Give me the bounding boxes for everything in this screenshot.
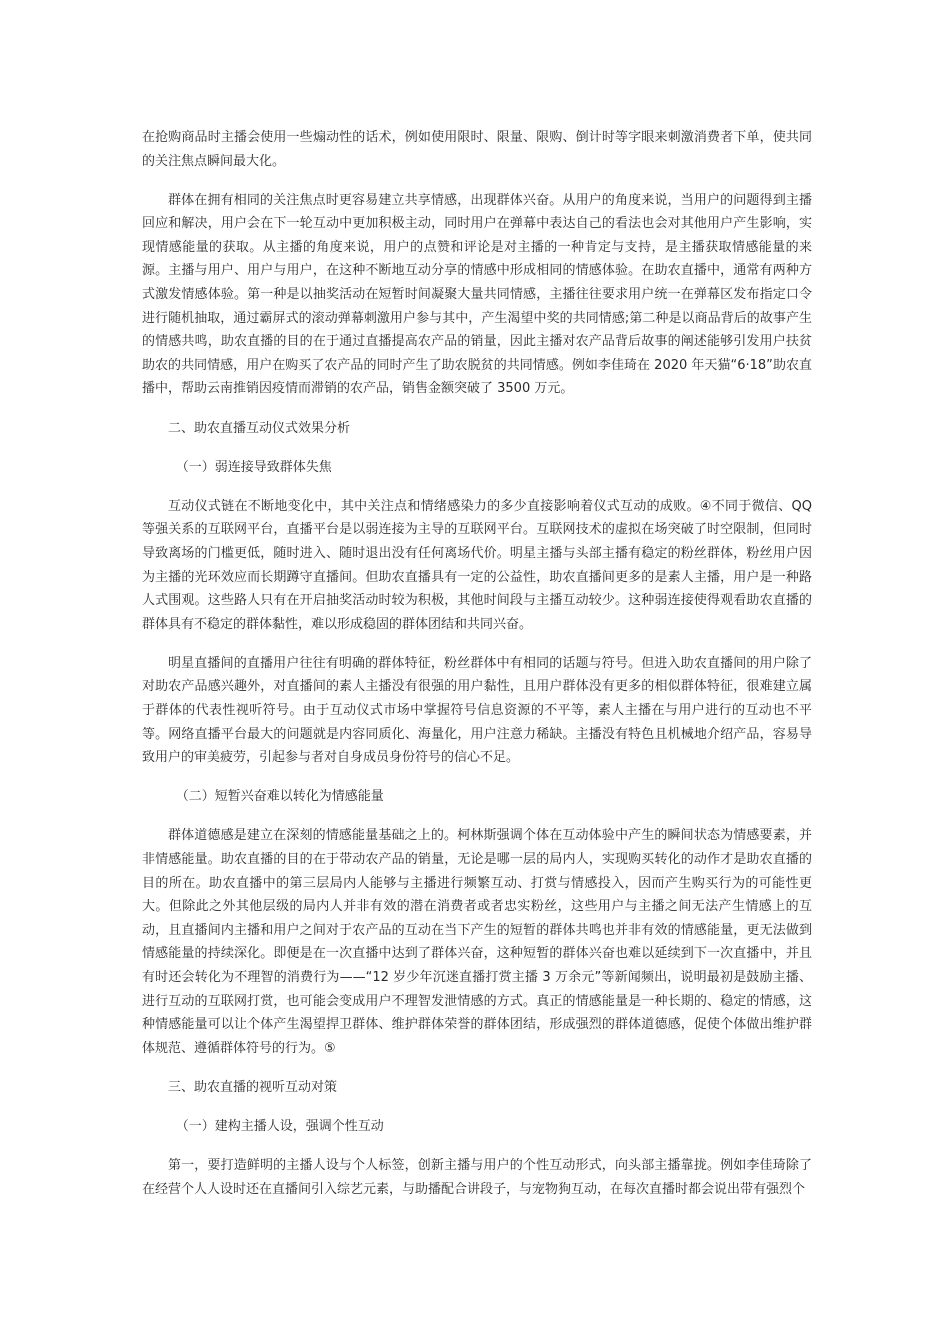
paragraph: 互动仪式链在不断地变化中，其中关注点和情绪感染力的多少直接影响着仪式互动的成败。④不同于微信、QQ 等强关系的互联网平台，直播平台是以弱连接为主导的互联网平台。互联网技术的虚拟在场突破了时空限制，但同时导致离场的门槛更低，随时进入、随时退出没有任何离场代价。明星主播与头部主播有稳定的粉丝群体，粉丝用户因为主播的光环效应而长期蹲守直播间。但助农直播具有一定的公益性，助农直播间更多的是素人主播，用户是一种路人式围观。这些路人只有在开启抽奖活动时较为积极，其他时间段与主播互动较少。这种弱连接使得观看助农直播的群体具有不稳定的群体黏性，难以形成稳固的群体团结和共同兴奋。 xyxy=(142,498,812,632)
paragraph: 群体道德感是建立在深刻的情感能量基础之上的。柯林斯强调个体在互动体验中产生的瞬间状态为情感要素，并非情感能量。助农直播的目的在于带动农产品的销量，无论是哪一层的局内人，实现购买转化的动作才是助农直播的目的所在。助农直播中的第三层局内人能够与主播进行频繁互动、打赏与情感投入，因而产生购买行为的可能性更大。但除此之外其他层级的局内人并非有效的潜在消费者或者忠实粉丝，这些用户与主播之间无法产生情感上的互动，且直播间内主播和用户之间对于农产品的互动在当下产生的短暂的群体共鸣也并非有效的情感能量，更无法做到情感能量的持续深化。即便是在一次直播中达到了群体兴奋，这种短暂的群体兴奋也难以延续到下一次直播中，并且有时还会转化为不理智的消费行为——“12 岁少年沉迷直播打赏主播 3 万余元”等新闻频出，说明最初是鼓励主播、进行互动的互联网打赏，也可能会变成用户不理智发泄情感的方式。真正的情感能量是一种长期的、稳定的情感，这种情感能量可以让个体产生渴望捍卫群体、维护群体荣誉的群体团结，形成强烈的群体道德感，促使个体做出维护群体规范、遵循群体符号的行为。⑤ xyxy=(142,828,812,1056)
subsection-heading: （二）短暂兴奋难以转化为情感能量 xyxy=(175,789,384,805)
paragraph: 群体在拥有相同的关注焦点时更容易建立共享情感，出现群体兴奋。从用户的角度来说，当用户的问题得到主播回应和解决，用户会在下一轮互动中更加积极主动，同时用户在弹幕中表达自己的看法也会对其他用户产生影响，实现情感能量的获取。从主播的角度来说，用户的点赞和评论是对主播的一种肯定与支持，是主播获取情感能量的来源。主播与用户、用户与用户，在这种不断地互动分享的情感中形成相同的情感体验。在助农直播中，通常有两种方式激发情感体验。第一种是以抽奖活动在短暂时间凝聚大量共同情感，主播往往要求用户统一在弹幕区发布指定口令进行随机抽取，通过霸屏式的滚动弹幕刺激用户参与其中，产生渴望中奖的共同情感;第二种是以商品背后的故事产生的情感共鸣，助农直播的目的在于通过直播提高农产品的销量，因此主播对农产品背后故事的阐述能够引发用户扶贫助农的共同情感，用户在购买了农产品的同时产生了助农脱贫的共同情感。例如李佳琦在 2020 年天猫“6·18”助农直播中，帮助云南推销因疫情而滞销的农产品，销售金额突破了 3500 万元。 xyxy=(142,192,812,397)
section-heading: 二、助农直播互动仪式效果分析 xyxy=(168,420,351,436)
paragraph: 明星直播间的直播用户往往有明确的群体特征，粉丝群体中有相同的话题与符号。但进入助农直播间的用户除了对助农产品感兴趣外，对直播间的素人主播没有很强的用户黏性，且用户群体没有更多的相似群体特征，很难建立属于群体的代表性视听符号。由于互动仪式市场中掌握符号信息资源的不平等，素人主播在与用户进行的互动也不平等。网络直播平台最大的问题就是内容同质化、海量化，用户注意力稀缺。主播没有特色且机械地介绍产品，容易导致用户的审美疲劳，引起参与者对自身成员身份符号的信心不足。 xyxy=(142,655,812,766)
paragraph: 在抢购商品时主播会使用一些煽动性的话术，例如使用限时、限量、限购、倒计时等字眼来刺激消费者下单，使共同的关注焦点瞬间最大化。 xyxy=(142,130,812,169)
section-heading: 三、助农直播的视听互动对策 xyxy=(168,1079,338,1095)
document-body xyxy=(142,126,812,1217)
subsection-heading: （一）弱连接导致群体失焦 xyxy=(175,459,332,475)
subsection-heading: （一）建构主播人设，强调个性互动 xyxy=(175,1118,384,1134)
paragraph: 第一，要打造鲜明的主播人设与个人标签，创新主播与用户的个性互动形式，向头部主播靠拢。例如李佳琦除了在经营个人人设时还在直播间引入综艺元素，与助播配合讲段子，与宠物狗互动，在每次直播时都会说出带有强烈个 xyxy=(142,1157,812,1197)
